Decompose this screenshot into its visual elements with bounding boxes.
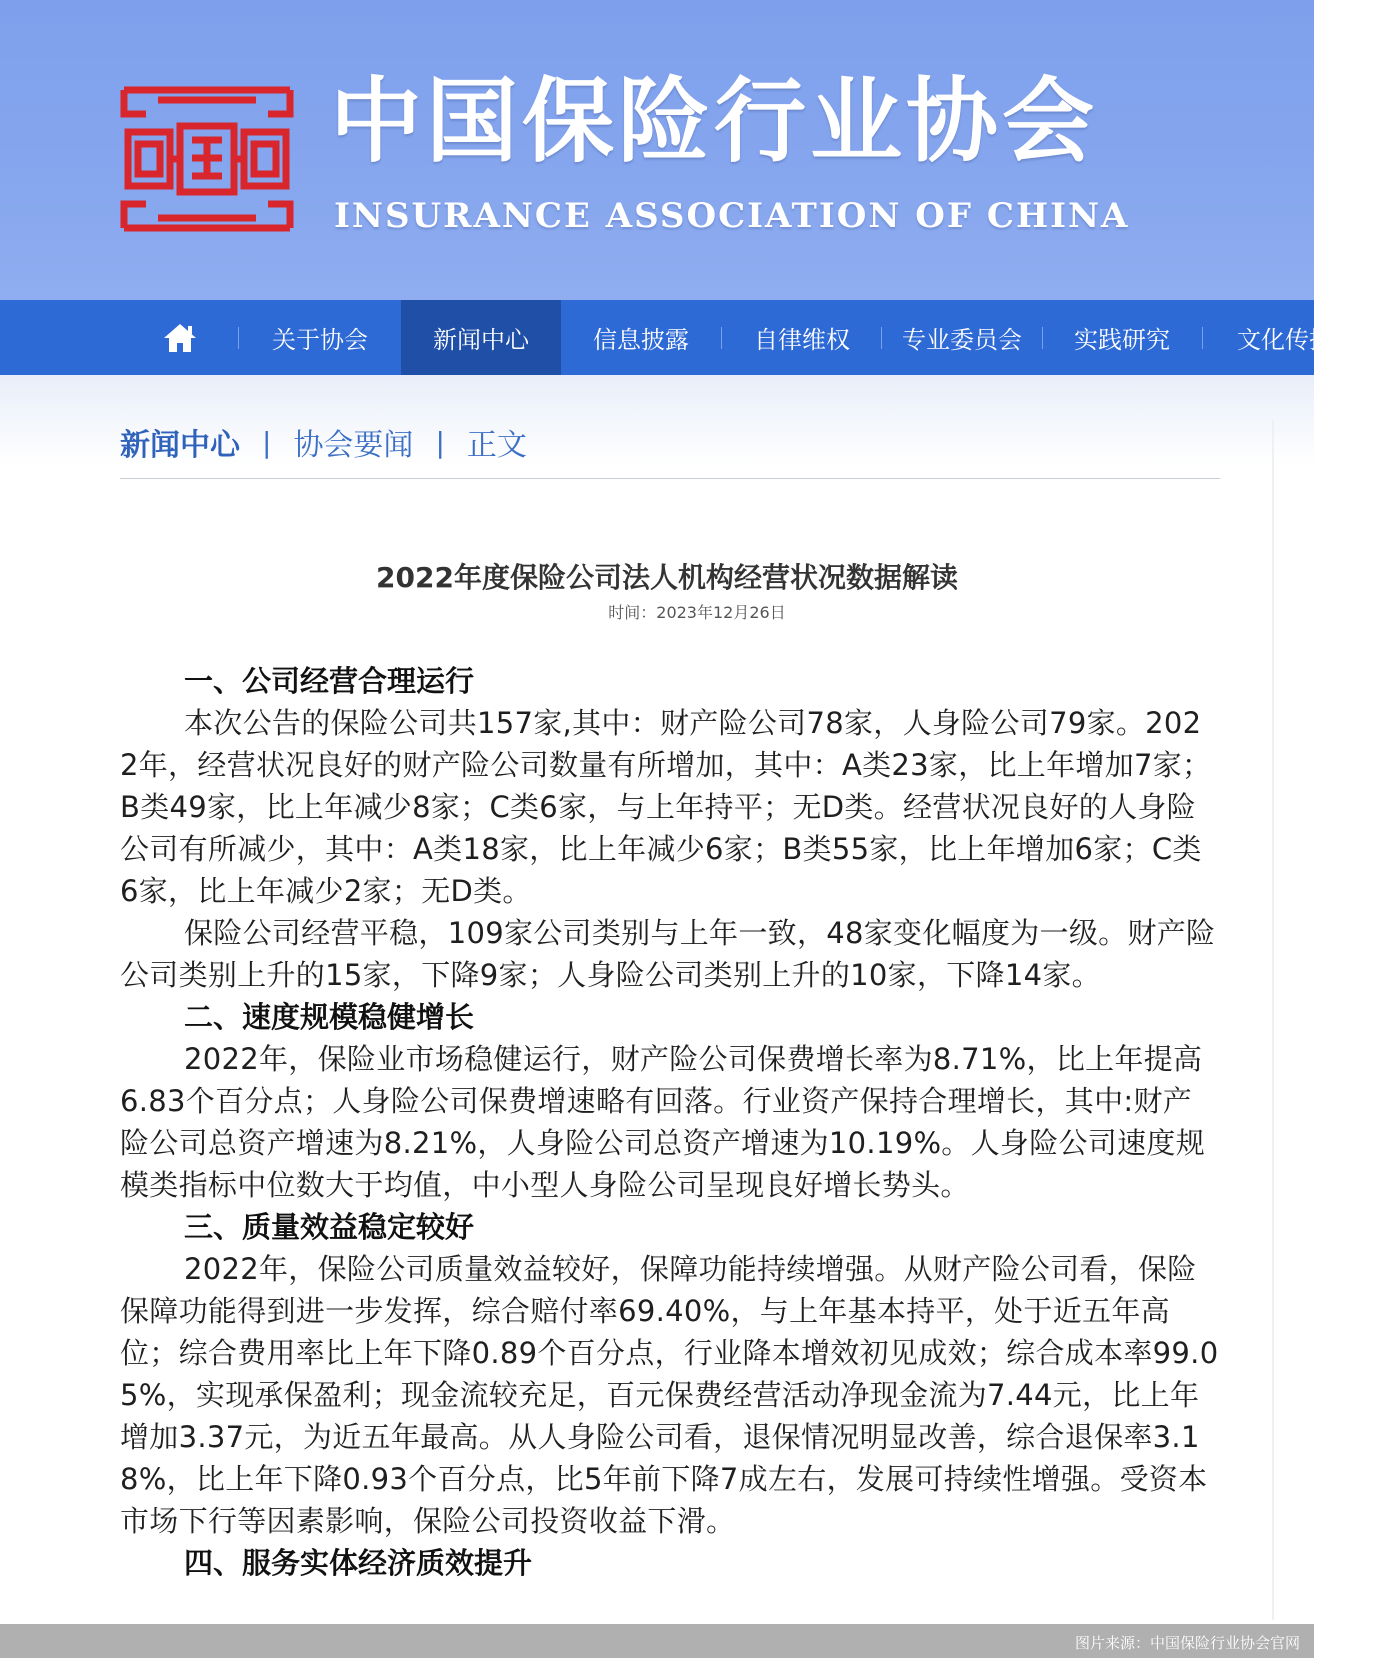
article-body — [120, 660, 1220, 1584]
breadcrumb-separator: | — [262, 425, 272, 459]
breadcrumb-current: 正文 — [466, 428, 527, 463]
section-heading: 二、速度规模稳健增长 — [184, 1000, 475, 1034]
nav-item-self-regulation[interactable]: 自律维权 — [754, 326, 850, 354]
section-heading: 三、质量效益稳定较好 — [184, 1210, 475, 1244]
nav-home-button[interactable] — [148, 318, 212, 358]
breadcrumb-divider — [120, 478, 1220, 479]
site-header — [0, 0, 1314, 300]
article-time: 时间：2023年12月26日 — [608, 603, 786, 622]
breadcrumb-association-news[interactable]: 协会要闻 — [293, 428, 414, 463]
site-logo-english[interactable]: INSURANCE ASSOCIATION OF CHINA — [334, 196, 1130, 236]
breadcrumb-separator: | — [435, 425, 445, 459]
paragraph: 2022年，保险公司质量效益较好，保障功能持续增强。从财产险公司看，保险保障功能得到进一步发挥，综合赔付率69.40%，与上年基本持平，处于近五年高位；综合费用率比上年下降0.89个百分点，行业降本增效初见成效；综合成本率99.05%，实现承保盈利；现金流较充足，百元保费经营活动净现金流为7.44元，比上年增加3.37元，为近五年最高。从人身险公司看，退保情况明显改善，综合退保率3.18%，比上年下降0.93个百分点，比5年前下降7成左右，发展可持续性增强。受资本市场下行等因素影响，保险公司投资收益下滑。 — [120, 1252, 1219, 1538]
nav-item-research[interactable]: 实践研究 — [1074, 326, 1170, 354]
paragraph: 2022年，保险业市场稳健运行，财产险公司保费增长率为8.71%，比上年提高6.83个百分点；人身险公司保费增速略有回落。行业资产保持合理增长，其中:财产险公司总资产增速为8.21%，人身险公司总资产增速为10.19%。人身险公司速度规模类指标中位数大于均值，中小型人身险公司呈现良好增长势头。 — [120, 1042, 1206, 1202]
nav-separator — [238, 327, 239, 349]
nav-item-culture[interactable]: 文化传播 — [1237, 326, 1333, 354]
nav-item-disclosure[interactable]: 信息披露 — [593, 326, 689, 354]
home-icon — [162, 322, 198, 354]
breadcrumb — [120, 420, 527, 464]
article-title: 2022年度保险公司法人机构经营状况数据解读 — [376, 561, 958, 594]
section-heading: 四、服务实体经济质效提升 — [184, 1546, 533, 1580]
paragraph: 保险公司经营平稳，109家公司类别与上年一致，48家变化幅度为一级。财产险公司类别上升的15家，下降9家；人身险公司类别上升的10家，下降14家。 — [120, 916, 1216, 992]
nav-item-about[interactable]: 关于协会 — [272, 326, 368, 354]
section-heading: 一、公司经营合理运行 — [184, 664, 475, 698]
nav-item-news-center[interactable]: 新闻中心 — [401, 300, 561, 375]
main-nav — [0, 300, 1333, 375]
iac-seal-logo[interactable] — [118, 86, 296, 232]
image-source-caption: 图片来源：中国保险行业协会官网 — [1074, 1634, 1300, 1652]
breadcrumb-news-center[interactable]: 新闻中心 — [120, 428, 240, 463]
paragraph: 本次公告的保险公司共157家,其中：财产险公司78家，人身险公司79家。2022年，经营状况良好的财产险公司数量有所增加，其中：A类23家，比上年增加7家；B类49家，比上年减少8家；C类6家，与上年持平；无D类。经营状况良好的人身险公司有所减少，其中：A类18家，比上年减少6家；B类55家，比上年增加6家；C类6家，比上年减少2家；无D类。 — [120, 706, 1212, 908]
site-logo-chinese[interactable]: 中国保险行业协会 — [330, 68, 1099, 175]
nav-item-committees[interactable]: 专业委员会 — [902, 326, 1022, 354]
